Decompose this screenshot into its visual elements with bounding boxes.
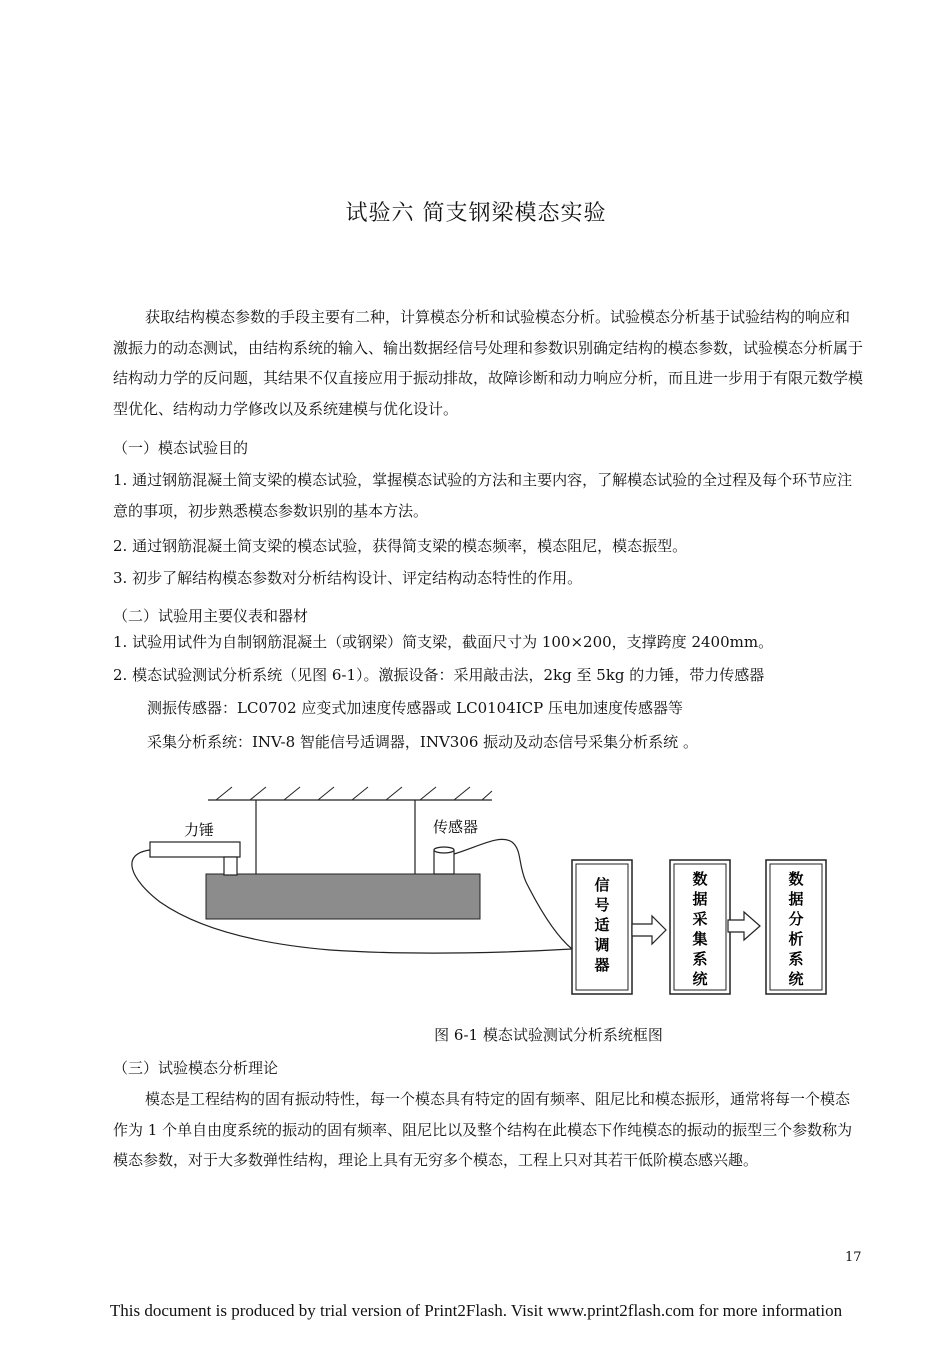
section3-heading: （三）试验模态分析理论 bbox=[113, 1059, 279, 1077]
svg-text:分: 分 bbox=[788, 910, 804, 928]
hammer-label: 力锤 bbox=[184, 821, 215, 839]
svg-text:号: 号 bbox=[594, 896, 610, 914]
section1-item-3: 3. 初步了解结构模态参数对分析结构设计、评定结构动态特性的作用。 bbox=[113, 569, 583, 587]
svg-text:采: 采 bbox=[692, 910, 708, 928]
section1-heading: （一）模态试验目的 bbox=[113, 439, 249, 457]
svg-text:信: 信 bbox=[594, 876, 610, 894]
trial-footer: This document is produced by trial version of Print2Flash. Visit www.print2flash.com for more information bbox=[109, 1301, 843, 1320]
page-title: 试验六 简支钢梁模态实验 bbox=[345, 201, 607, 226]
page-number: 17 bbox=[845, 1250, 862, 1265]
svg-text:数: 数 bbox=[788, 870, 804, 888]
svg-text:数: 数 bbox=[692, 870, 708, 888]
section2-item-1: 1. 试验用试件为自制钢筋混凝土（或钢梁）简支梁，截面尺寸为 100×200，支撑跨度 2400mm。 bbox=[113, 633, 774, 651]
system-block-diagram bbox=[120, 784, 840, 1014]
section2-item-2-line-3: 采集分析系统：INV-8 智能信号适调器，INV306 振动及动态信号采集分析系统 。 bbox=[147, 733, 698, 751]
svg-text:析: 析 bbox=[788, 930, 804, 948]
section1-item-2: 2. 通过钢筋混凝土简支梁的模态试验，获得简支梁的模态频率，模态阻尼，模态振型。 bbox=[113, 537, 688, 555]
intro-paragraph: 获取结构模态参数的手段主要有二种，计算模态分析和试验模态分析。试验模态分析基于试验结构的响应和激振力的动态测试，由结构系统的输入、输出数据经信号处理和参数识别确定结构的模态参数，试验模态分析属于结构动力学的反问题，其结果不仅直接应用于振动排故，故障诊断和动力响应分析，而且进一步用于有限元数学模型优化、结构动力学修改以及系统建模与优化设计。 bbox=[113, 308, 864, 418]
svg-text:调: 调 bbox=[594, 936, 610, 954]
svg-text:据: 据 bbox=[692, 890, 708, 908]
svg-text:系: 系 bbox=[788, 950, 804, 968]
section2-item-2: 2. 模态试验测试分析系统（见图 6-1）。激振设备：采用敲击法，2kg 至 5kg 的力锤，带力传感器 bbox=[113, 666, 765, 684]
svg-text:统: 统 bbox=[692, 970, 708, 988]
svg-text:系: 系 bbox=[692, 950, 708, 968]
signal-conditioner-box bbox=[593, 876, 609, 974]
svg-text:适: 适 bbox=[594, 916, 610, 934]
hammer bbox=[150, 842, 240, 857]
beam bbox=[206, 874, 480, 919]
svg-text:据: 据 bbox=[788, 890, 804, 908]
section2-heading: （二）试验用主要仪表和器材 bbox=[113, 607, 309, 625]
section1-item-1: 1. 通过钢筋混凝土简支梁的模态试验，掌握模态试验的方法和主要内容，了解模态试验的全过程及每个环节应注意的事项，初步熟悉模态参数识别的基本方法。 bbox=[113, 471, 853, 520]
section3-paragraph: 模态是工程结构的固有振动特性，每一个模态具有特定的固有频率、阻尼比和模态振形，通常将每一个模态作为 1 个单自由度系统的振动的固有频率、阻尼比以及整个结构在此模态下作纯模态的振动的振型三个参数称为模态参数，对于大多数弹性结构，理论上具有无穷多个模态，工程上只对其若干低阶模态感兴趣。 bbox=[113, 1090, 853, 1169]
figure-caption: 图 6-1 模态试验测试分析系统框图 bbox=[434, 1026, 663, 1044]
svg-text:集: 集 bbox=[692, 930, 708, 948]
svg-text:器: 器 bbox=[594, 956, 610, 974]
sensor-label: 传感器 bbox=[433, 818, 479, 836]
section2-item-2-line-2: 测振传感器：LC0702 应变式加速度传感器或 LC0104ICP 压电加速度传感器等 bbox=[147, 699, 684, 717]
svg-text:统: 统 bbox=[788, 970, 804, 988]
